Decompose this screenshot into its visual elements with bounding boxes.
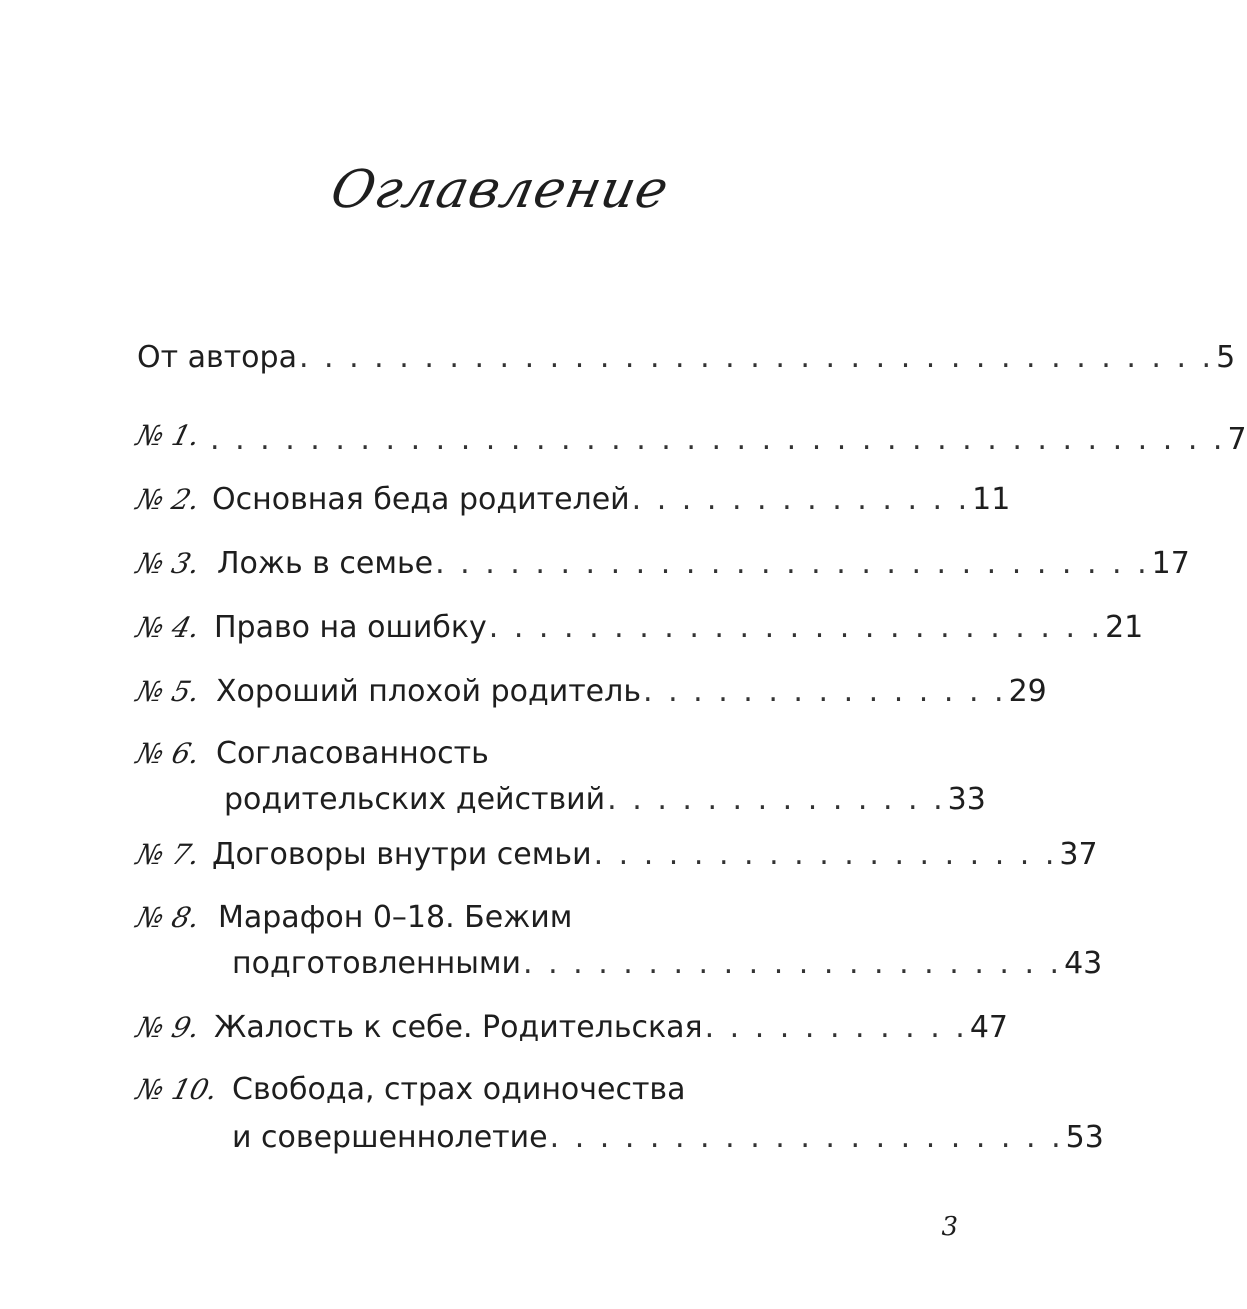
- page-number: 37: [1059, 837, 1098, 872]
- toc-entry-title: Хороший плохой родитель: [216, 674, 641, 709]
- toc-line: [137, 340, 1236, 376]
- page-number: 33: [947, 782, 986, 817]
- toc-entry-title-continued: и совершеннолетие: [232, 1120, 548, 1155]
- dot-leader: . . . . . . . . . . . . . . . . . . . . . . . . . . . . . . . . . . . . . . . . .: [210, 422, 1226, 457]
- toc-entry-title: От автора: [137, 340, 297, 375]
- page-number: 21: [1105, 610, 1144, 645]
- page-number: 47: [969, 1010, 1009, 1045]
- chapter-number: № 9.: [133, 1011, 204, 1044]
- toc-line: [232, 1120, 1104, 1156]
- toc-entry-title: Основная беда родителей: [212, 482, 630, 517]
- dot-leader: . . . . . . . . . . . . . . . . . . .: [593, 837, 1058, 872]
- page-folio-number: 3: [941, 1212, 958, 1242]
- toc-line: [208, 422, 1247, 458]
- dot-leader: . . . . . . . . . . . . . . . . . . . . . . . . . . . . . . . . . . . . .: [298, 340, 1215, 375]
- toc-entry-title: Право на ошибку: [214, 610, 487, 645]
- toc-entry-title: Согласованность: [216, 736, 489, 771]
- chapter-number: № 2.: [133, 483, 204, 516]
- page-number: 53: [1065, 1120, 1104, 1155]
- toc-entry-title: Договоры внутри семьи: [212, 837, 592, 872]
- toc-entry-title: Свобода, страх одиночества: [232, 1072, 686, 1107]
- toc-entry-chapter-4[interactable]: [0, 610, 1144, 650]
- toc-line: [217, 546, 1190, 582]
- page-number: 7: [1227, 422, 1247, 457]
- toc-line: [216, 674, 1047, 710]
- toc-entry-chapter-7[interactable]: [0, 837, 1098, 877]
- chapter-number: № 5.: [133, 675, 204, 708]
- toc-line: [212, 482, 1011, 518]
- page-number: 5: [1216, 340, 1236, 375]
- chapter-number: № 8.: [133, 901, 204, 934]
- toc-entry-from-author[interactable]: [0, 340, 1236, 380]
- toc-entry-chapter-5[interactable]: [0, 674, 1047, 714]
- page-title: Оглавление: [325, 160, 675, 220]
- toc-line: [232, 946, 1103, 982]
- dot-leader: . . . . . . . . . . .: [704, 1010, 968, 1045]
- toc-line: [214, 1010, 1009, 1046]
- toc-entry-chapter-8[interactable]: [0, 900, 1103, 984]
- toc-entry-chapter-9[interactable]: [0, 1010, 1009, 1050]
- toc-line: [224, 782, 986, 818]
- toc-entry-title: Ложь в семье: [217, 546, 434, 581]
- toc-entry-title: Жалость к себе. Родительская: [214, 1010, 703, 1045]
- chapter-number: № 10.: [133, 1073, 222, 1106]
- dot-leader: . . . . . . . . . . . . . . . . . . . . . .: [523, 946, 1063, 981]
- toc-entry-chapter-10[interactable]: [0, 1072, 1104, 1156]
- chapter-number: № 3.: [133, 547, 204, 580]
- page-number: 11: [972, 482, 1011, 517]
- chapter-number: № 6.: [133, 737, 204, 770]
- toc-line: [212, 837, 1098, 873]
- dot-leader: . . . . . . . . . . . . . . . . . . . . .: [549, 1120, 1064, 1155]
- chapter-number: № 7.: [133, 838, 204, 871]
- dot-leader: . . . . . . . . . . . . . . . . . . . . . . . . .: [488, 610, 1104, 645]
- page-number: 17: [1151, 546, 1190, 581]
- toc-entry-chapter-6[interactable]: [0, 736, 1000, 820]
- toc-entry-chapter-1[interactable]: [0, 418, 1247, 458]
- toc-entry-chapter-2[interactable]: [0, 482, 1011, 522]
- dot-leader: . . . . . . . . . . . . . .: [631, 482, 971, 517]
- toc-entry-title: Марафон 0–18. Бежим: [218, 900, 573, 935]
- page-number: 43: [1064, 946, 1103, 981]
- toc-entry-chapter-3[interactable]: [0, 546, 1190, 586]
- chapter-number: № 1.: [133, 419, 204, 452]
- dot-leader: . . . . . . . . . . . . . . .: [643, 674, 1007, 709]
- toc-line: [214, 610, 1144, 646]
- chapter-number: № 4.: [133, 611, 204, 644]
- dot-leader: . . . . . . . . . . . . . .: [607, 782, 946, 817]
- toc-entry-title-continued: подготовленными: [232, 946, 522, 981]
- page-number: 29: [1008, 674, 1047, 709]
- toc-entry-title-continued: родительских действий: [224, 782, 606, 817]
- dot-leader: . . . . . . . . . . . . . . . . . . . . . . . . . . . . .: [435, 546, 1150, 581]
